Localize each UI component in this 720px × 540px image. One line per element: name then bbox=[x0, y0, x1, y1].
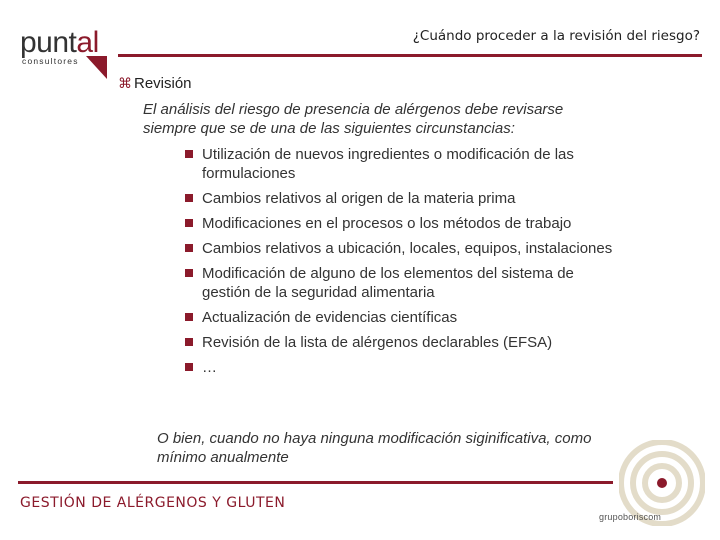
command-key-icon: ⌘ bbox=[118, 75, 132, 91]
circumstances-list bbox=[185, 145, 615, 383]
list-item: Cambios relativos al origen de la materia prima bbox=[185, 189, 615, 208]
list-item: Actualización de evidencias científicas bbox=[185, 308, 615, 327]
logo-subtitle: consultores bbox=[22, 56, 79, 66]
closing-text: O bien, cuando no haya ninguna modificación siginificativa, como mínimo anualmente bbox=[157, 430, 592, 466]
square-bullet-icon bbox=[185, 244, 193, 252]
bottom-divider bbox=[18, 481, 613, 484]
footer-title: GESTIÓN DE ALÉRGENOS Y GLUTEN bbox=[20, 495, 286, 511]
square-bullet-icon bbox=[185, 363, 193, 371]
logo-triangle bbox=[86, 56, 107, 79]
section-heading bbox=[118, 75, 192, 92]
logo-wordmark: puntal bbox=[20, 26, 99, 59]
square-bullet-icon bbox=[185, 338, 193, 346]
list-item: Utilización de nuevos ingredientes o modificación de las formulaciones bbox=[185, 145, 615, 183]
square-bullet-icon bbox=[185, 194, 193, 202]
slide-title: ¿Cuándo proceder a la revisión del riesgo? bbox=[412, 28, 700, 44]
square-bullet-icon bbox=[185, 219, 193, 227]
square-bullet-icon bbox=[185, 313, 193, 321]
square-bullet-icon bbox=[185, 150, 193, 158]
list-item: Modificación de alguno de los elementos del sistema de gestión de la seguridad alimentaria bbox=[185, 264, 615, 302]
intro-text: El análisis del riesgo de presencia de alérgenos debe revisarse siempre que se de una de las siguientes circunstancias: bbox=[143, 101, 564, 137]
list-item: Modificaciones en el procesos o los métodos de trabajo bbox=[185, 214, 615, 233]
list-item: Revisión de la lista de alérgenos declarables (EFSA) bbox=[185, 333, 615, 352]
top-divider bbox=[118, 54, 702, 57]
puntal-logo bbox=[20, 28, 115, 80]
list-item: Cambios relativos a ubicación, locales, equipos, instalaciones bbox=[185, 239, 615, 258]
list-item: … bbox=[185, 358, 615, 377]
section-heading-label: Revisión bbox=[134, 75, 192, 92]
square-bullet-icon bbox=[185, 269, 193, 277]
brand-label: grupoboriscom bbox=[599, 512, 662, 522]
